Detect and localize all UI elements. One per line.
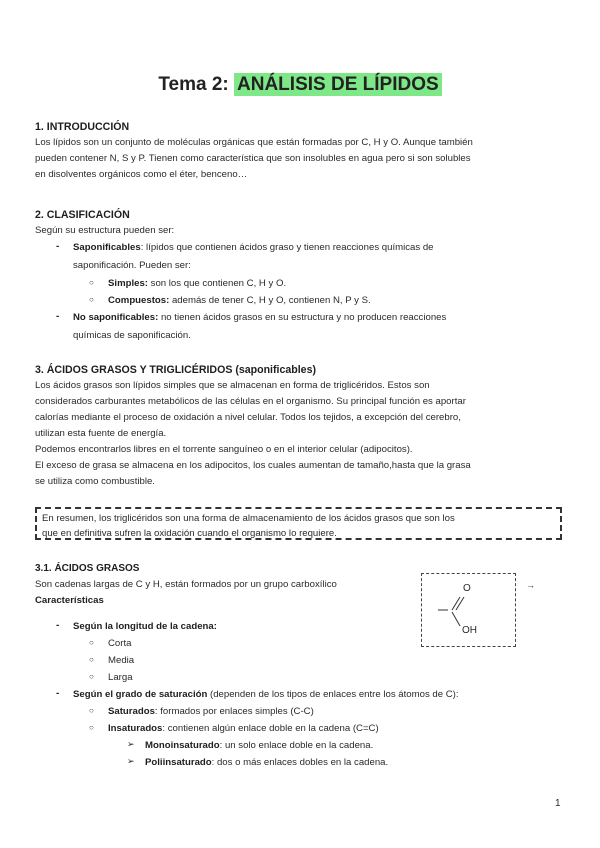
- carboxyl-diagram: [421, 573, 516, 647]
- saturados-text: : formados por enlaces simples (C-C): [154, 706, 314, 717]
- mono-label: Monoinsaturado: [145, 740, 220, 751]
- poli-item: [145, 755, 388, 771]
- intro-section: [35, 119, 565, 183]
- oxygen-label: O: [463, 583, 471, 594]
- compuestos-label: Compuestos:: [108, 295, 170, 306]
- summary-line: que en definitiva sufren la oxidación cuando el organismo lo requiere.: [42, 528, 337, 539]
- acidos-trig-line: utilizan esta fuente de energía.: [35, 428, 167, 439]
- page-title: [0, 74, 600, 96]
- simples-label: Simples:: [108, 278, 148, 289]
- bullet-dash: -: [56, 241, 60, 252]
- longitud-item: Larga: [108, 672, 133, 683]
- acidos-trig-line: se utiliza como combustible.: [35, 476, 155, 487]
- title-highlight: ANÁLISIS DE LÍPIDOS: [234, 73, 442, 96]
- saponificables-text: : lípidos que contienen ácidos graso y tienen reacciones químicas de: [140, 242, 434, 253]
- acidos-trig-line: Los ácidos grasos son lípidos simples que se almacenan en forma de triglicéridos. Estos son: [35, 380, 430, 391]
- compuestos-text: además de tener C, H y O, contienen N, P y S.: [169, 295, 371, 306]
- saturacion-label: Según el grado de saturación: [73, 689, 208, 700]
- arrowhead-bullet-icon: ➢: [127, 739, 135, 749]
- title-prefix: Tema 2:: [158, 74, 235, 95]
- intro-line: Los lípidos son un conjunto de moléculas orgánicas que están formadas por C, H y O. Aunque también: [35, 137, 473, 148]
- acidos-trig-section: [35, 362, 565, 490]
- saturados-item: [108, 704, 314, 720]
- bullet-circle: ○: [89, 638, 94, 647]
- poli-label: Poliinsaturado: [145, 757, 212, 768]
- acidos-lead: Son cadenas largas de C y H, están formados por un grupo carboxílico: [35, 579, 337, 590]
- arrow-icon: →: [526, 580, 535, 590]
- longitud-item: Corta: [108, 638, 132, 649]
- acidos-trig-line: Podemos encontrarlos libres en el torrente sanguíneo o en el interior celular (adipocitos).: [35, 444, 413, 455]
- simples-item: [108, 276, 286, 292]
- insaturados-item: [108, 721, 379, 737]
- saponificables-item: [73, 240, 434, 256]
- saponificables-cont: saponificación. Pueden ser:: [73, 260, 191, 271]
- caracteristicas-heading: Características: [35, 595, 104, 606]
- no-saponificables-label: No saponificables:: [73, 312, 159, 323]
- acidos-trig-line: calorías mediante el proceso de oxidación a nivel celular. Todos los tejidos, a excepción del cerebro,: [35, 412, 461, 423]
- saponificables-label: Saponificables: [73, 242, 141, 253]
- acidos-heading: 3.1. ÁCIDOS GRASOS: [35, 563, 140, 574]
- mono-item: [145, 738, 373, 754]
- hydroxyl-label: OH: [462, 625, 477, 636]
- bond-line: [452, 612, 460, 626]
- saturados-label: Saturados: [108, 706, 155, 717]
- bullet-dash: -: [56, 620, 60, 631]
- intro-line: pueden contener N, S y P. Tienen como característica que son insolubles en agua pero si son solubles: [35, 153, 471, 164]
- mono-text: : un solo enlace doble en la cadena.: [219, 740, 374, 751]
- clasificacion-section: [35, 207, 565, 239]
- saturacion-item: [73, 687, 459, 703]
- saturacion-text: (dependen de los tipos de enlaces entre los átomos de C):: [207, 689, 459, 700]
- bond-line: [456, 597, 464, 610]
- bullet-dash: -: [56, 688, 60, 699]
- acidos-trig-heading: 3. ÁCIDOS GRASOS Y TRIGLICÉRIDOS (saponificables): [35, 364, 316, 376]
- acidos-section: [35, 561, 415, 609]
- bond-line: [452, 597, 460, 610]
- poli-text: : dos o más enlaces dobles en la cadena.: [211, 757, 389, 768]
- intro-heading: 1. INTRODUCCIÓN: [35, 121, 130, 133]
- simples-text: son los que contienen C, H y O.: [148, 278, 287, 289]
- bullet-dash: -: [56, 311, 60, 322]
- arrowhead-bullet-icon: ➢: [127, 756, 135, 766]
- longitud-item: Media: [108, 655, 135, 666]
- longitud-label: Según la longitud de la cadena:: [73, 621, 217, 632]
- acidos-trig-line: considerados carburantes metabólicos de las células en el organismo. Su principal función es aportar: [35, 396, 466, 407]
- clasificacion-heading: 2. CLASIFICACIÓN: [35, 209, 130, 221]
- insaturados-text: : contienen algún enlace doble en la cadena (C=C): [162, 723, 379, 734]
- page-number: 1: [555, 798, 561, 809]
- no-saponificables-item: [73, 310, 446, 326]
- no-saponificables-text: no tienen ácidos grasos en su estructura y no producen reacciones: [158, 312, 447, 323]
- bullet-circle: ○: [89, 723, 94, 732]
- bullet-circle: ○: [89, 278, 94, 287]
- no-saponificables-cont: químicas de saponificación.: [73, 330, 191, 341]
- bullet-circle: ○: [89, 295, 94, 304]
- bullet-circle: ○: [89, 706, 94, 715]
- summary-line: En resumen, los triglicéridos son una forma de almacenamiento de los ácidos grasos que son los: [42, 513, 455, 524]
- clasificacion-lead: Según su estructura pueden ser:: [35, 225, 175, 236]
- acidos-trig-line: El exceso de grasa se almacena en los adipocitos, los cuales aumentan de tamaño,hasta que la grasa: [35, 460, 471, 471]
- bullet-circle: ○: [89, 672, 94, 681]
- insaturados-label: Insaturados: [108, 723, 163, 734]
- compuestos-item: [108, 293, 371, 309]
- summary-box: [35, 507, 562, 540]
- intro-line: en disolventes orgánicos como el éter, benceno…: [35, 169, 248, 180]
- bullet-circle: ○: [89, 655, 94, 664]
